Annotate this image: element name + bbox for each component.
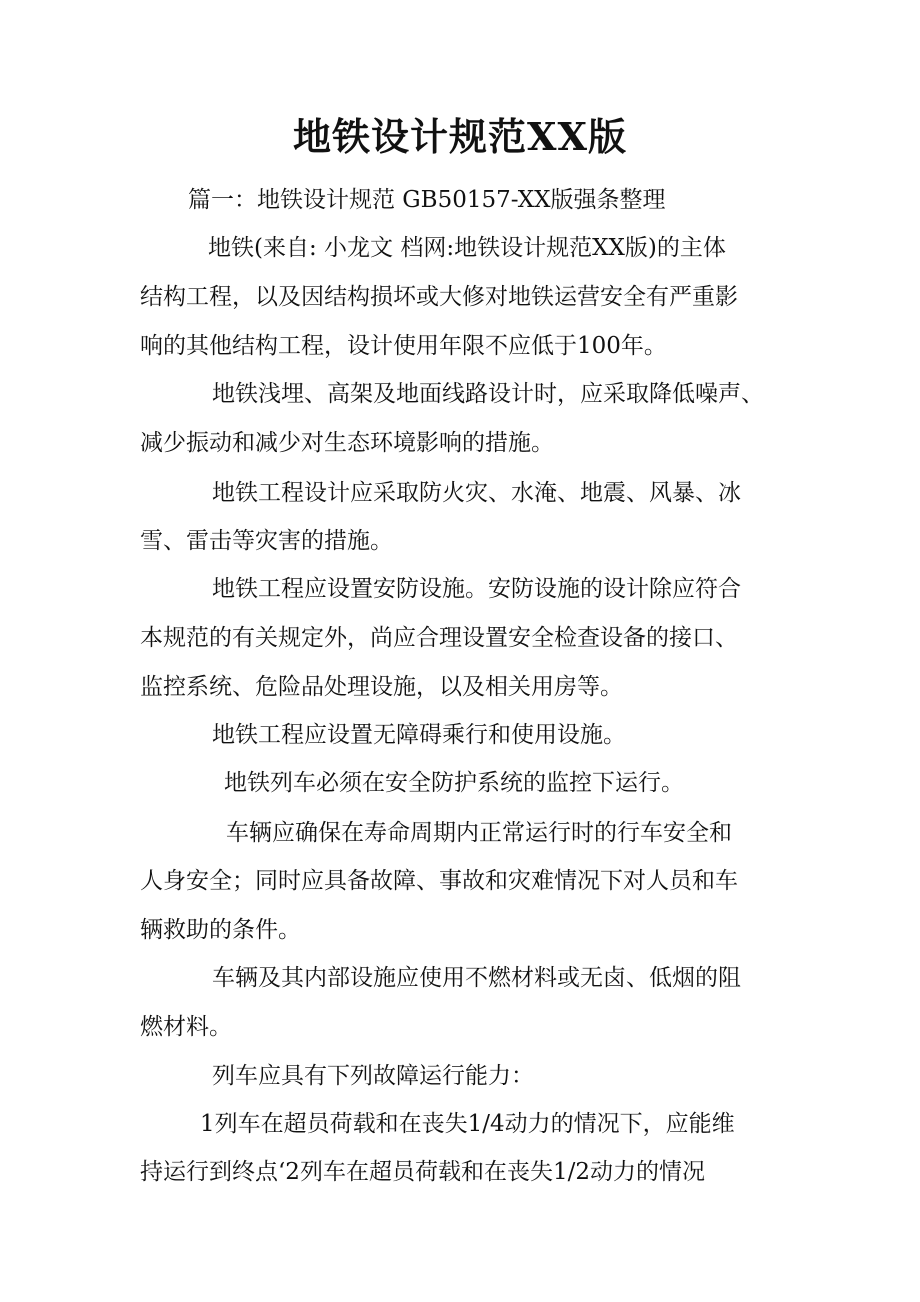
paragraph-line: 响的其他结构工程，设计使用年限不应低于100年。 — [140, 333, 667, 359]
paragraph-line: 车辆应确保在寿命周期内正常运行时的行车安全和 — [226, 820, 732, 846]
paragraph-line: 车辆及其内部设施应使用不燃材料或无卤、低烟的阻 — [212, 965, 741, 991]
paragraph-line: 辆救助的条件。 — [140, 917, 301, 943]
paragraph-line: 篇一：地铁设计规范 GB50157-XX版强条整理 — [188, 187, 666, 213]
paragraph-line: 燃材料。 — [140, 1014, 232, 1040]
paragraph-line: 地铁工程应设置无障碍乘行和使用设施。 — [212, 722, 626, 748]
paragraph-line: 雪、雷击等灾害的措施。 — [140, 528, 393, 554]
document-title: 地铁设计规范XX版 — [293, 114, 627, 159]
paragraph-line: 结构工程，以及因结构损坏或大修对地铁运营安全有严重影 — [140, 284, 738, 310]
paragraph-line: 本规范的有关规定外，尚应合理设置安全检查设备的接口、 — [140, 625, 738, 651]
paragraph-line: 人身安全；同时应具备故障、事故和灾难情况下对人员和车 — [140, 868, 738, 894]
paragraph-line: 列车应具有下列故障运行能力： — [212, 1063, 534, 1089]
paragraph-line: 持运行到终点‘2列车在超员荷载和在丧失1/2动力的情况 — [140, 1159, 705, 1185]
paragraph-line: 地铁工程应设置安防设施。安防设施的设计除应符合 — [212, 576, 741, 602]
paragraph-line: 地铁(来自: 小龙文 档网:地铁设计规范XX版)的主体 — [208, 235, 726, 261]
paragraph-line: 1列车在超员荷载和在丧失1/4动力的情况下，应能维 — [200, 1111, 735, 1137]
paragraph-line: 地铁列车必须在安全防护系统的监控下运行。 — [224, 770, 684, 796]
paragraph-line: 地铁工程设计应采取防火灾、水淹、地震、风暴、冰 — [212, 480, 741, 506]
paragraph-line: 地铁浅埋、高架及地面线路设计时，应采取降低噪声、 — [212, 381, 764, 407]
paragraph-line: 监控系统、危险品处理设施，以及相关用房等。 — [140, 674, 623, 700]
paragraph-line: 减少振动和减少对生态环境影响的措施。 — [140, 430, 554, 456]
